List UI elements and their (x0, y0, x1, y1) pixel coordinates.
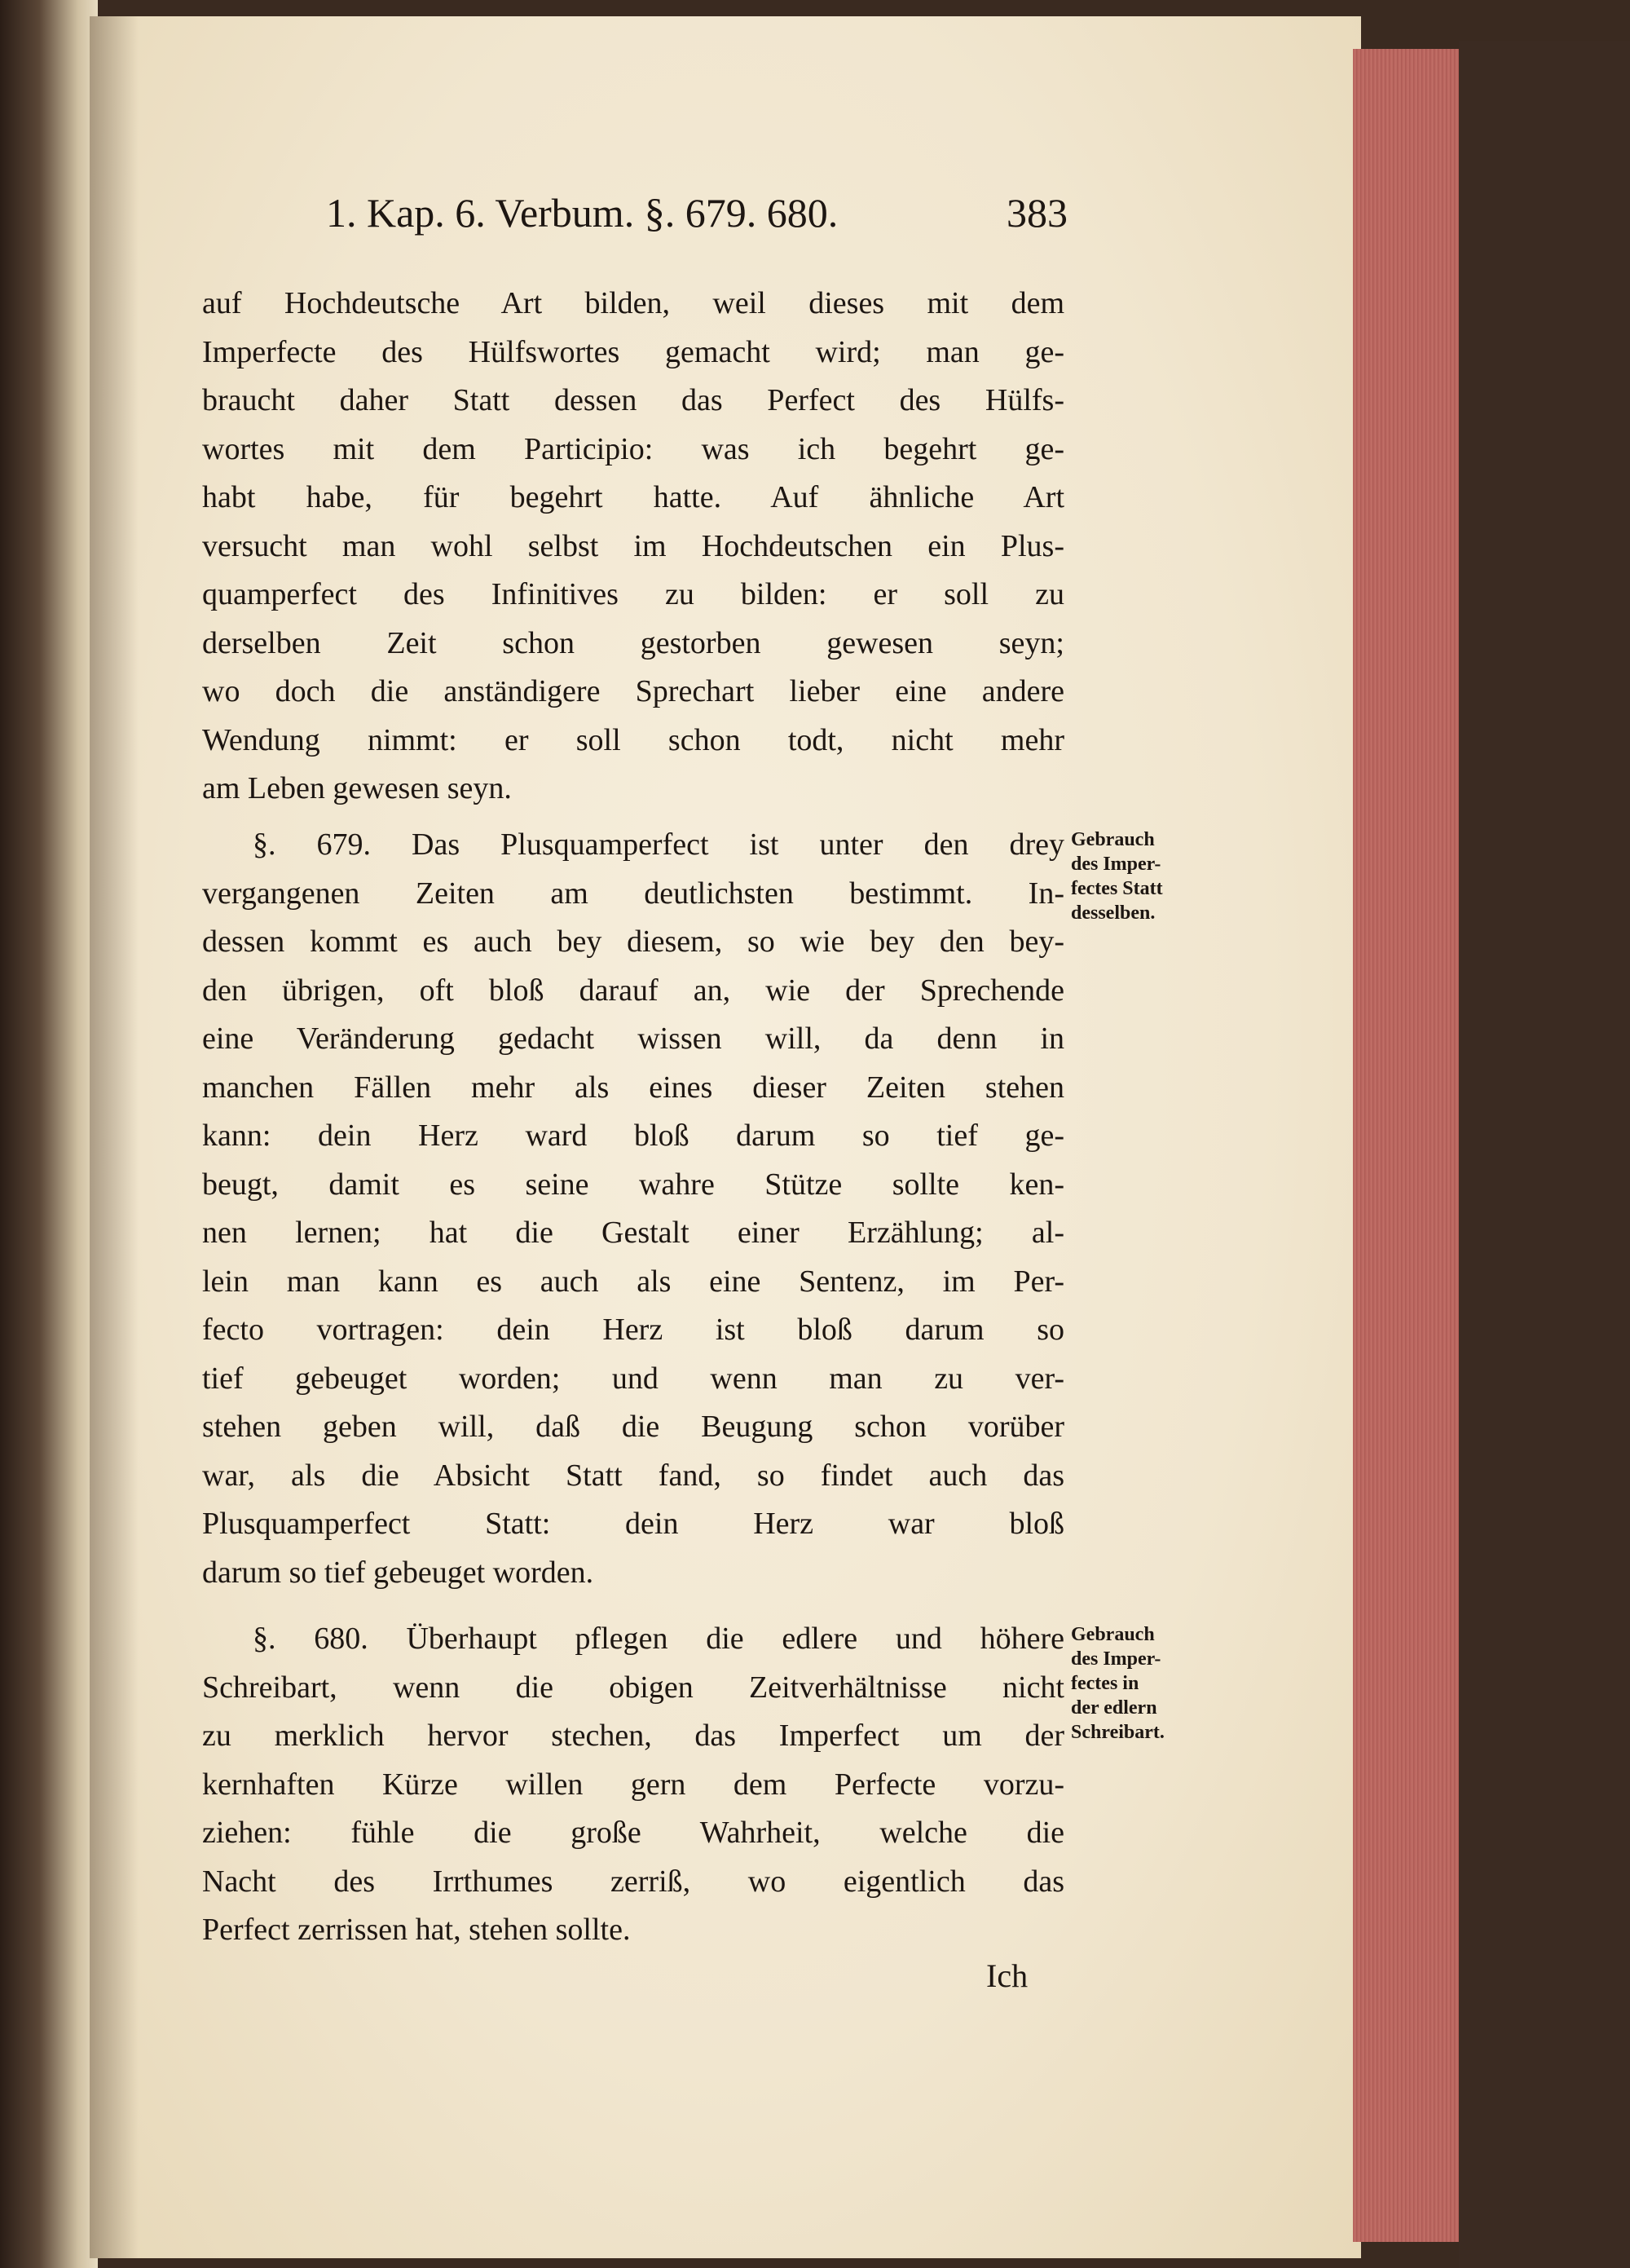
text-line: wortes mit dem Participio: was ich begehrt ge- (202, 431, 1064, 466)
text-line: nen lernen; hat die Gestalt einer Erzählung; al- (202, 1216, 1064, 1250)
text-line: eine Veränderung gedacht wissen will, da denn in (202, 1021, 1064, 1056)
text-line: Nacht des Irrthumes zerriß, wo eigentlich das (202, 1864, 1064, 1899)
text-line: stehen geben will, daß die Beugung schon vorüber (202, 1410, 1064, 1444)
margin-note-680 (1071, 1622, 1165, 1745)
text-line: darum so tief gebeuget worden. (202, 1555, 594, 1590)
text-line: dessen kommt es auch bey diesem, so wie bey den bey- (202, 924, 1064, 959)
running-header (326, 189, 1068, 236)
text-line: fecto vortragen: dein Herz ist bloß darum so (202, 1313, 1064, 1347)
text-line: kann: dein Herz ward bloß darum so tief ge- (202, 1119, 1064, 1153)
text-line: wo doch die anständigere Sprechart lieber eine andere (202, 674, 1064, 708)
previous-page-edge (0, 0, 98, 2268)
page-number: 383 (1007, 190, 1068, 236)
text-line: quamperfect des Infinitives zu bilden: er soll zu (202, 577, 1064, 611)
text-line: Perfect zerrissen hat, stehen sollte. (202, 1913, 631, 1947)
paragraph-680 (202, 1615, 1064, 1955)
text-line: den übrigen, oft bloß darauf an, wie der Sprechende (202, 973, 1064, 1008)
text-line: am Leben gewesen seyn. (202, 771, 512, 805)
text-line: derselben Zeit schon gestorben gewesen seyn; (202, 625, 1064, 660)
margin-note-line: des Imper- (1071, 854, 1161, 875)
margin-note-line: fectes in (1071, 1673, 1139, 1694)
margin-note-line: der edlern (1071, 1697, 1157, 1719)
margin-note-679 (1071, 827, 1163, 925)
text-line: Plusquamperfect Statt: dein Herz war bloß (202, 1507, 1064, 1541)
text-line: Imperfecte des Hülfswortes gemacht wird; man ge- (202, 334, 1064, 369)
text-line: ziehen: fühle die große Wahrheit, welche die (202, 1816, 1064, 1850)
text-line: Wendung nimmt: er soll schon todt, nicht mehr (202, 722, 1064, 757)
text-line: habt habe, für begehrt hatte. Auf ähnliche Art (202, 480, 1064, 514)
margin-note-line: Gebrauch (1071, 1624, 1155, 1645)
margin-note-line: desselben. (1071, 902, 1156, 924)
text-line: zu merklich hervor stechen, das Imperfect um der (202, 1719, 1064, 1753)
book-cover-edge (1459, 41, 1630, 2268)
paragraph-continuation (202, 280, 1064, 814)
text-line: Schreibart, wenn die obigen Zeitverhältnisse nicht (202, 1670, 1064, 1705)
text-line: vergangenen Zeiten am deutlichsten bestimmt. In- (202, 876, 1064, 911)
text-line: beugt, damit es seine wahre Stütze sollte ken- (202, 1167, 1064, 1202)
text-line: braucht daher Statt dessen das Perfect des Hülfs- (202, 383, 1064, 417)
paragraph-679 (202, 821, 1064, 1597)
text-line: versucht man wohl selbst im Hochdeutschen ein Plus- (202, 528, 1064, 563)
text-line: lein man kann es auch als eine Sentenz, im Per- (202, 1264, 1064, 1299)
catchword: Ich (986, 1957, 1029, 1994)
text-line: war, als die Absicht Statt fand, so findet auch das (202, 1458, 1064, 1493)
text-line: §. 680. Überhaupt pflegen die edlere und höhere (253, 1622, 1064, 1656)
margin-note-line: Gebrauch (1071, 829, 1155, 850)
margin-note-line: Schreibart. (1071, 1722, 1165, 1743)
margin-note-line: des Imper- (1071, 1648, 1161, 1670)
text-line: §. 679. Das Plusquamperfect ist unter den drey (253, 827, 1064, 862)
gutter-shadow (90, 16, 139, 2258)
text-line: auf Hochdeutsche Art bilden, weil dieses mit dem (202, 286, 1064, 320)
text-line: kernhaften Kürze willen gern dem Perfecte vorzu- (202, 1767, 1064, 1802)
text-line: manchen Fällen mehr als eines dieser Zeiten stehen (202, 1070, 1064, 1105)
red-page-edges (1353, 49, 1459, 2242)
running-title: 1. Kap. 6. Verbum. §. 679. 680. (326, 190, 839, 236)
text-line: tief gebeuget worden; und wenn man zu ver- (202, 1361, 1064, 1396)
margin-note-line: fectes Statt (1071, 878, 1163, 899)
